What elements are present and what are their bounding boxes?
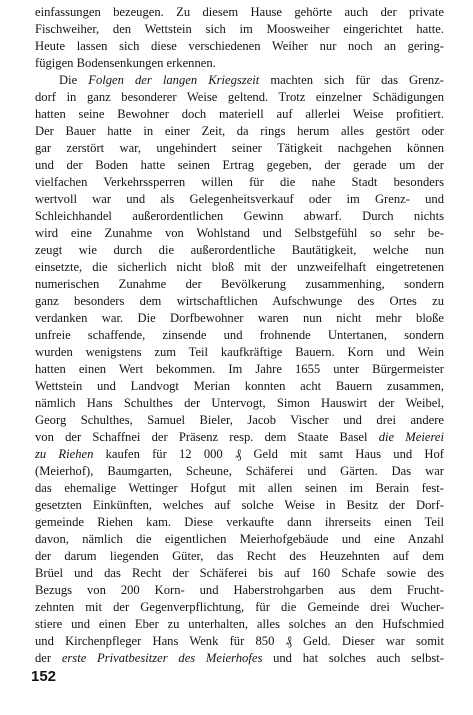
text-line: gemeinde Riehen kam. Diese verkaufte dann ihrerseits einen Teil bbox=[35, 515, 444, 529]
text-line: Der Bauer hatte in einer Zeit, da rings herum alles gestört oder bbox=[35, 124, 444, 138]
text-line: das ehemalige Wettinger Hofgut mit allen seinen im Berain fest- bbox=[35, 481, 444, 495]
text-line: Brüel und das Recht der Schäferei bis auf 160 Schafe sowie des bbox=[35, 566, 444, 580]
text-line: wird eine Zunahme von Wohlstand und Selbstgefühl so sehr be- bbox=[35, 226, 444, 240]
body-text bbox=[35, 4, 444, 667]
text-line: und Kirchenpfleger Hans Wenk für 850 ₰ Geld. Dieser war somit bbox=[35, 634, 444, 648]
text-line: numerischen Zunahme der Bevölkerung zusammenhing, sondern bbox=[35, 277, 444, 291]
text-line: fügigen Bodensenkungen erkennen. bbox=[35, 56, 216, 70]
text-line: Heute lassen sich diese verschiedenen Weiher nur noch an gering- bbox=[35, 39, 444, 53]
text-line: (Meierhof), Baumgarten, Scheune, Schäferei und Gärten. Das war bbox=[35, 464, 444, 478]
text-line: der darum liegenden Güter, das Recht des Heuzehnten auf dem bbox=[35, 549, 444, 563]
text-line: zu Riehen kaufen für 12 000 ₰ Geld mit samt Haus und Hof bbox=[35, 447, 444, 461]
text-line: Schleichhandel außerordentlichen Gewinn abwarf. Durch nichts bbox=[35, 209, 444, 223]
text-line: zeugt wie durch die außerordentliche Bautätigkeit, welche nun bbox=[35, 243, 444, 257]
text-line: von der Schaffnei der Präsenz resp. dem Staate Basel die Meierei bbox=[35, 430, 444, 444]
text-line: und der Boden hatte seinen Ertrag gegeben, der gerade um der bbox=[35, 158, 444, 172]
text-line: Die Folgen der langen Kriegszeit machten sich für das Grenz- bbox=[59, 73, 444, 87]
text-line: zehnten mit der Gegenverpflichtung, für die Gemeinde drei Wucher- bbox=[35, 600, 444, 614]
text-line: Bezugs von 200 Korn- und Haberstrohgarben aus dem Frucht- bbox=[35, 583, 444, 597]
text-line: vielfachen Verkehrssperren willen für die nahe Stadt besonders bbox=[35, 175, 444, 189]
page-number: 152 bbox=[31, 668, 57, 685]
text-line: hatten seine Bewohner doch materiell auf allerlei Weise profitiert. bbox=[35, 107, 444, 121]
text-line: gar zerstört war, ungehindert seiner Tätigkeit nachgehen können bbox=[35, 141, 444, 155]
text-line: wurden wenigstens zum Teil kaufkräftige Bauern. Korn und Wein bbox=[35, 345, 444, 359]
text-line: dorf in ganz besonderer Weise geltend. Trotz einzelner Schädigungen bbox=[35, 90, 444, 104]
text-line: Wettstein und Landvogt Merian konnten acht Bauern zusammen, bbox=[35, 379, 444, 393]
text-line: Fischweiher, den Wettstein sich im Moosweiher eingerichtet hatte. bbox=[35, 22, 444, 36]
text-line: ganz besonders dem wirtschaftlichen Aufschwunge des Ortes zu bbox=[35, 294, 444, 308]
text-line: unfreie schaffende, zinsende und frohnende Untertanen, sondern bbox=[35, 328, 444, 342]
text-line: gesetzten Einkünften, welches auf solche Weise in Besitz der Dorf- bbox=[35, 498, 444, 512]
text-line: einsetzte, die sicherlich nicht bloß mit der unzweifelhaft eingetretenen bbox=[35, 260, 444, 274]
text-line: Georg Schulthes, Samuel Bieler, Jacob Vischer und drei andere bbox=[35, 413, 444, 427]
text-line: der erste Privatbesitzer des Meierhofes und hat solches auch selbst- bbox=[35, 651, 444, 665]
text-line: davon, nämlich die eigentlichen Meierhofgebäude und eine Anzahl bbox=[35, 532, 444, 546]
text-line: nämlich Hans Schulthes der Untervogt, Simon Hauswirt der Weibel, bbox=[35, 396, 444, 410]
text-line: stiere und einen Eber zu unterhalten, alles solches an den Hufschmied bbox=[35, 617, 444, 631]
text-line: wertvoll war und als Gelegenheitsverkauf oder im Grenz- und bbox=[35, 192, 444, 206]
text-line: hatten einen Wert bekommen. Im Jahre 1655 unter Bürgermeister bbox=[35, 362, 444, 376]
text-line: einfassungen bezeugen. Zu diesem Hause gehörte auch der private bbox=[35, 5, 444, 19]
text-line: verdanken war. Die Dorfbewohner waren nun nicht mehr bloße bbox=[35, 311, 444, 325]
